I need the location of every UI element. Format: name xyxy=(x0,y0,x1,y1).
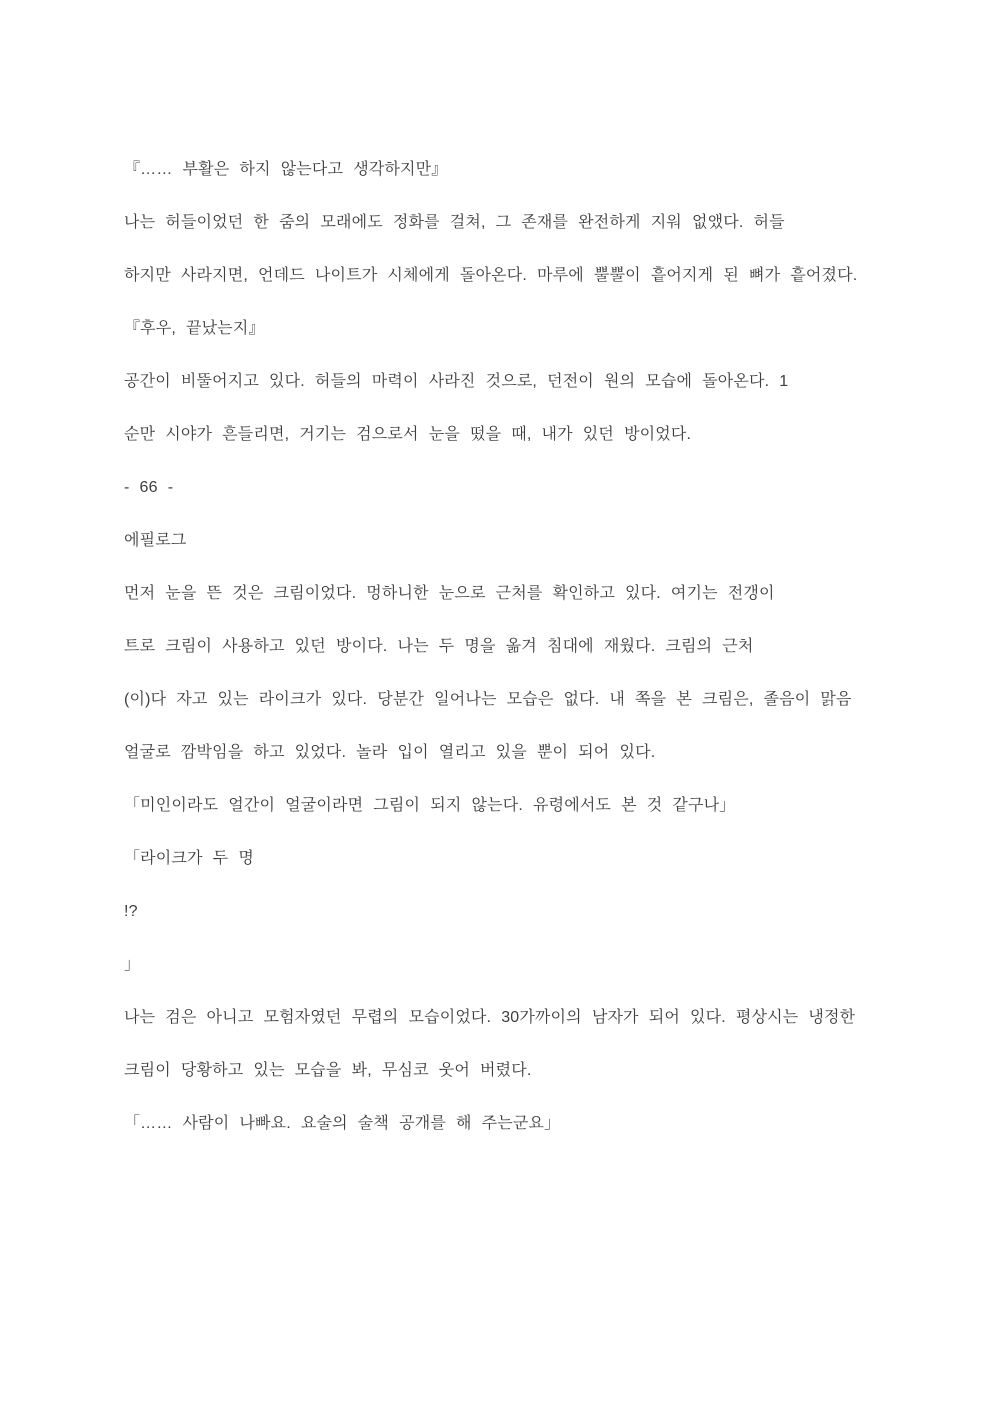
paragraph-12: 얼굴로 깜박임을 하고 있었다. 놀라 입이 열리고 있을 뿐이 되어 있다. xyxy=(124,744,656,761)
chapter-heading: 에필로그 xyxy=(124,532,187,549)
paragraph-18: 크림이 당황하고 있는 모습을 봐, 무심코 웃어 버렸다. xyxy=(124,1062,532,1079)
paragraph-11: (이)다 자고 있는 라이크가 있다. 당분간 일어나는 모습은 없다. 내 쪽을 본 크림은, 졸음이 맑음 xyxy=(124,691,852,708)
paragraph-14-dialogue: 「라이크가 두 명 xyxy=(124,850,254,867)
paragraph-02: 나는 허들이었던 한 줌의 모래에도 정화를 걸쳐, 그 존재를 완전하게 지워 없앴다. 허들 xyxy=(124,214,785,231)
paragraph-05: 공간이 비뚤어지고 있다. 허들의 마력이 사라진 것으로, 던전이 원의 모습에 돌아온다. 1 xyxy=(124,373,789,390)
paragraph-06: 순만 시야가 흔들리면, 거기는 검으로서 눈을 떴을 때, 내가 있던 방이었다. xyxy=(124,426,692,443)
paragraph-09: 먼저 눈을 뜬 것은 크림이었다. 멍하니한 눈으로 근처를 확인하고 있다. 여기는 전갱이 xyxy=(124,585,775,602)
paragraph-03: 하지만 사라지면, 언데드 나이트가 시체에게 돌아온다. 마루에 뿔뿔이 흩어지게 된 뼈가 흩어졌다. xyxy=(124,267,858,284)
paragraph-13-dialogue: 「미인이라도 얼간이 얼굴이라면 그림이 되지 않는다. 유령에서도 본 것 같구나」 xyxy=(124,797,736,814)
paragraph-19-dialogue: 「…… 사람이 나빠요. 요술의 술책 공개를 해 주는군요」 xyxy=(124,1115,561,1132)
text-area xyxy=(124,156,872,1163)
paragraph-17: 나는 검은 아니고 모험자였던 무렵의 모습이었다. 30가까이의 남자가 되어 있다. 평상시는 냉정한 xyxy=(124,1009,856,1026)
paragraph-01-quote: 『…… 부활은 하지 않는다고 생각하지만』 xyxy=(124,161,448,178)
paragraph-10: 트로 크림이 사용하고 있던 방이다. 나는 두 명을 옮겨 침대에 재웠다. 크림의 근처 xyxy=(124,638,754,655)
paragraph-15-dialogue: !? xyxy=(124,903,138,920)
page-number: - 66 - xyxy=(124,479,174,496)
paragraph-04-quote: 『후우, 끝났는지』 xyxy=(124,320,265,337)
paragraph-16-dialogue: 」 xyxy=(124,956,141,973)
